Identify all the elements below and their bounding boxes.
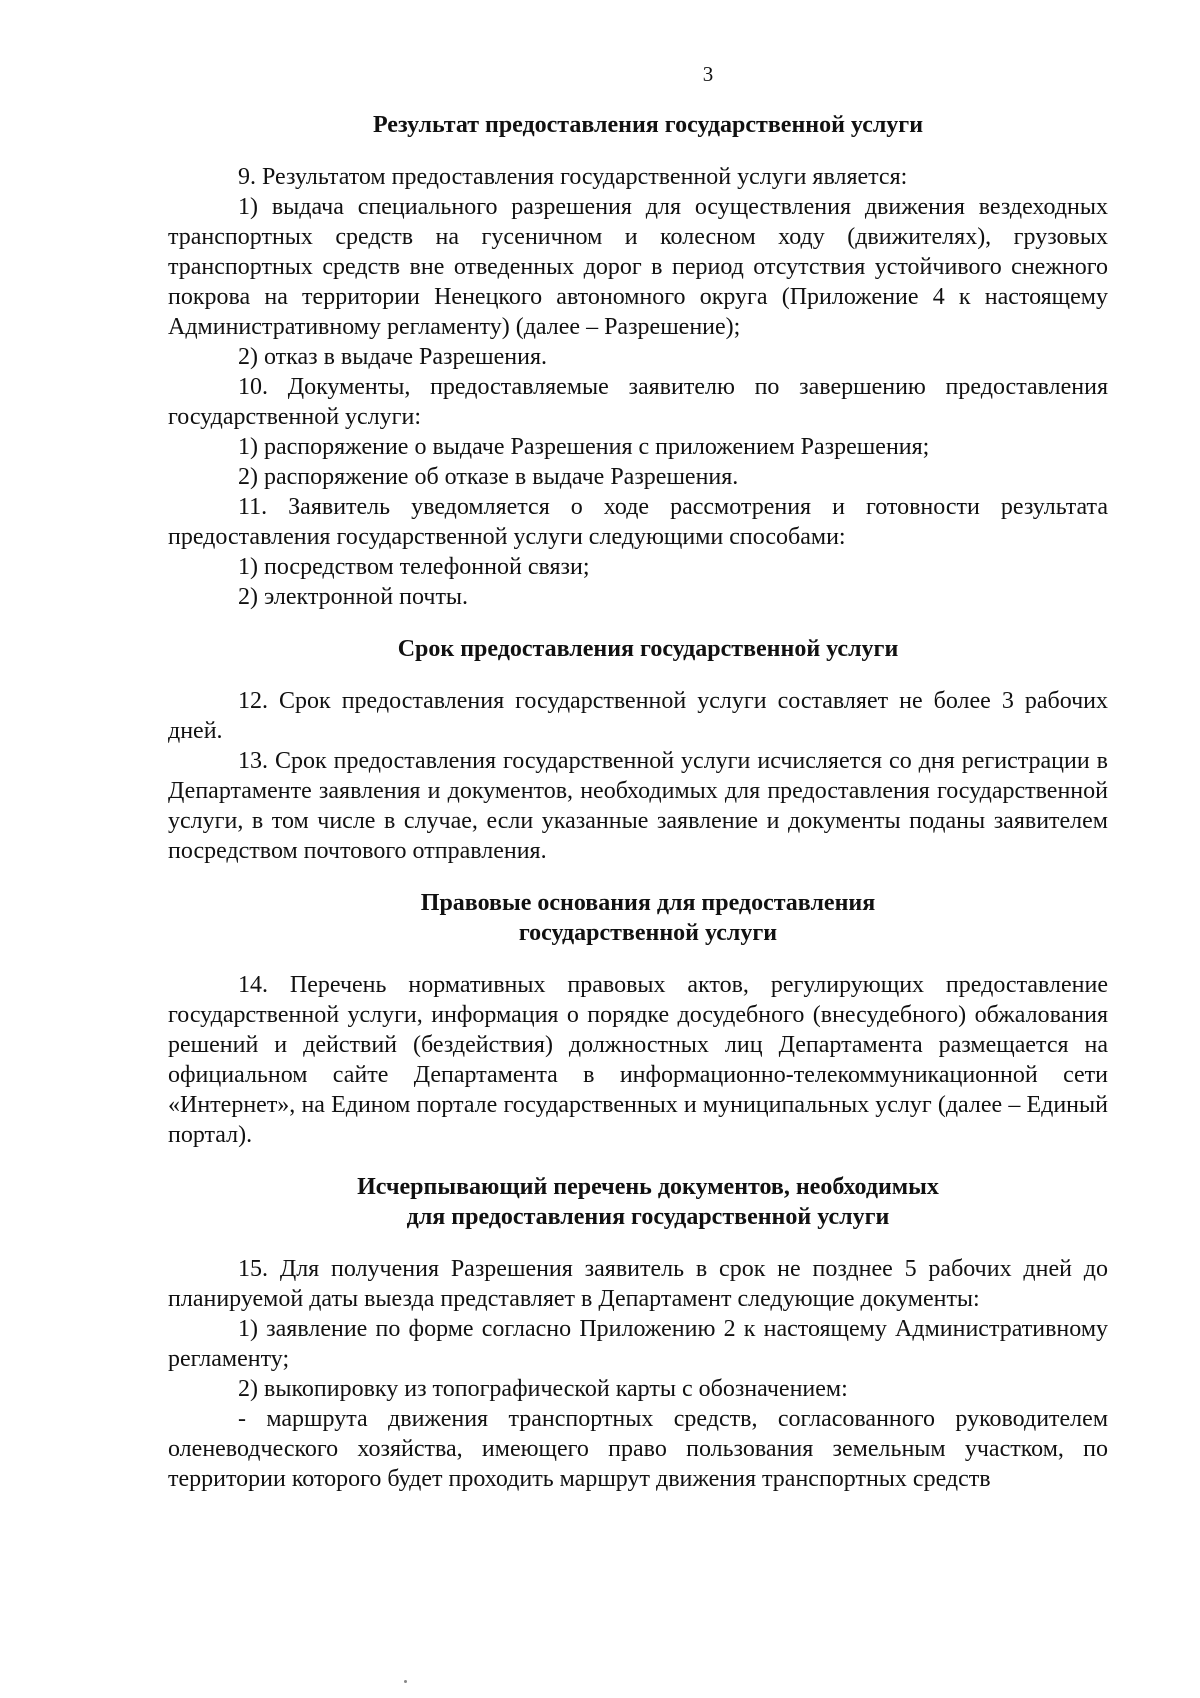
section-heading (168, 1172, 1108, 1232)
paragraph: 1) заявление по форме согласно Приложению 2 к настоящему Административному регламенту; (168, 1316, 1108, 1372)
paragraph: 1) посредством телефонной связи; (238, 554, 590, 580)
paragraph: 1) выдача специального разрешения для осуществления движения вездеходных транспортных средств на гусеничном и колесном ходу (движителях), грузовых транспортных средств вне отведенных дорог в период отсутствия устойчивого снежного покрова на территории Ненецкого автономного округа (Приложение 4 к настоящему Административному регламенту) (далее – Разрешение); (168, 194, 1108, 340)
page-number: 3 (702, 62, 714, 86)
paragraph: 12. Срок предоставления государственной услуги составляет не более 3 рабочих дней. (168, 688, 1108, 744)
paragraph: 2) электронной почты. (238, 584, 469, 610)
section-heading (168, 110, 1108, 140)
section-legal (168, 888, 1108, 1150)
paragraph: 14. Перечень нормативных правовых актов, регулирующих предоставление государственной услуги, информация о порядке досудебного (внесудебного) обжалования решений и действий (бездействия) должностных лиц Департамента размещается на официальном сайте Департамента в информационно-телекоммуникационной сети «Интернет», на Едином портале государственных и муниципальных услуг (далее – Единый портал). (168, 972, 1108, 1148)
paragraph: 11. Заявитель уведомляется о ходе рассмотрения и готовности результата предоставления государственной услуги следующими способами: (168, 494, 1108, 550)
paragraph: 2) распоряжение об отказе в выдаче Разрешения. (238, 464, 739, 490)
paragraph: 15. Для получения Разрешения заявитель в срок не позднее 5 рабочих дней до планируемой даты выезда представляет в Департамент следующие документы: (168, 1256, 1108, 1312)
section-term (168, 634, 1108, 866)
heading-line: государственной услуги (518, 920, 778, 946)
paragraph: - маршрута движения транспортных средств, согласованного руководителем оленеводческого хозяйства, имеющего право пользования земельным участком, по территории которого будет проходить маршрут движения транспортных средств (168, 1406, 1108, 1492)
heading-line: Исчерпывающий перечень документов, необходимых (357, 1174, 939, 1200)
section-heading (168, 634, 1108, 664)
scan-artifact (404, 1680, 407, 1683)
paragraph: 9. Результатом предоставления государственной услуги является: (238, 164, 908, 190)
paragraph: 1) распоряжение о выдаче Разрешения с приложением Разрешения; (238, 434, 930, 460)
section-heading (168, 888, 1108, 948)
heading-line: для предоставления государственной услуги (406, 1204, 890, 1230)
paragraph: 2) выкопировку из топографической карты с обозначением: (238, 1376, 848, 1402)
section-result (168, 110, 1108, 612)
heading-line: Срок предоставления государственной услуги (397, 636, 899, 662)
paragraph: 10. Документы, предоставляемые заявителю по завершению предоставления государственной услуги: (168, 374, 1108, 430)
paragraph: 2) отказ в выдаче Разрешения. (238, 344, 547, 370)
paragraph: 13. Срок предоставления государственной услуги исчисляется со дня регистрации в Департаменте заявления и документов, необходимых для предоставления государственной услуги, в том числе в случае, если указанные заявление и документы поданы заявителем посредством почтового отправления. (168, 748, 1108, 864)
heading-line: Правовые основания для предоставления (420, 890, 876, 916)
section-documents (168, 1172, 1108, 1494)
heading-line: Результат предоставления государственной услуги (372, 112, 924, 138)
